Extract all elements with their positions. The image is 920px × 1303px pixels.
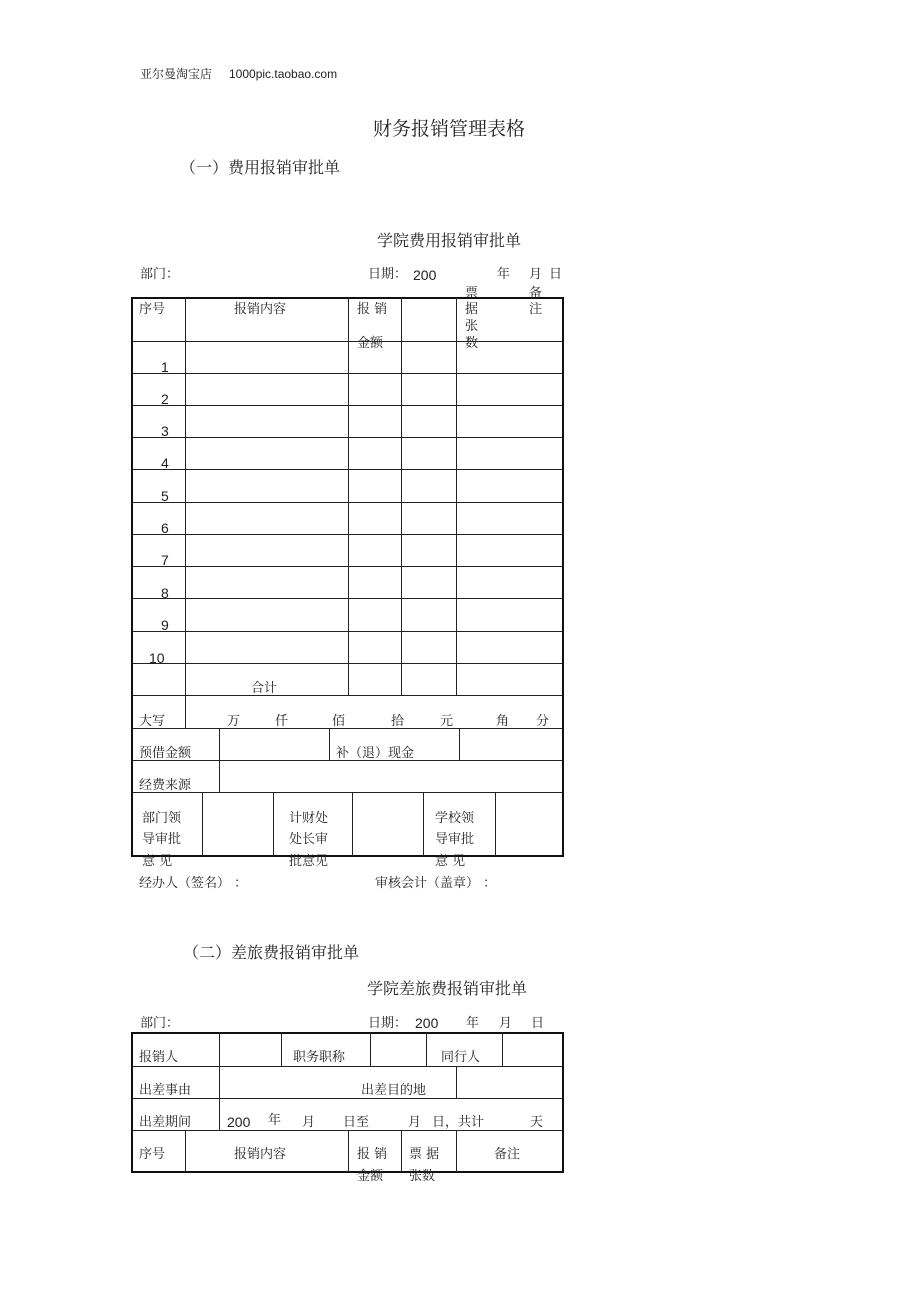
advance-label: 预借金额 xyxy=(139,746,192,761)
col-tickets-header-3: 张 xyxy=(465,319,479,334)
school-approve-line-2: 导审批 xyxy=(435,832,475,847)
unit-bai: 佰 xyxy=(332,714,346,729)
col-seq-header: 序号 xyxy=(139,302,166,317)
refund-label: 补（退）现金 xyxy=(336,746,415,761)
row-number: 9 xyxy=(161,617,169,633)
period-month-label: 月 xyxy=(302,1115,316,1130)
date-label: 日期： xyxy=(368,267,408,282)
unit-yuan: 元 xyxy=(440,714,454,729)
col-seq-header: 序号 xyxy=(139,1147,166,1162)
col-amount-header-2: 金额 xyxy=(357,1169,384,1184)
dept-approve-line-2: 导审批 xyxy=(142,832,182,847)
date-year-prefix: 200 xyxy=(415,1015,439,1031)
auditor-signature-label: 审核会计（盖章） ： xyxy=(375,876,497,891)
row-number: 7 xyxy=(161,552,169,568)
col-content-header: 报销内容 xyxy=(234,302,287,317)
handler-signature-label: 经办人（签名） ： xyxy=(139,876,248,891)
col-content-header: 报销内容 xyxy=(234,1147,287,1162)
period-year-label: 年 xyxy=(268,1113,282,1128)
travel-form-title: 学院差旅费报销审批单 xyxy=(367,979,528,998)
dept-approve-line-3: 意 见 xyxy=(142,854,173,869)
document-title: 财务报销管理表格 xyxy=(373,118,526,140)
col-tickets-header-2: 张数 xyxy=(409,1169,436,1184)
dept-approve-line-1: 部门领 xyxy=(142,811,182,826)
section1-heading: （一）费用报销审批单 xyxy=(180,158,341,177)
destination-label: 出差目的地 xyxy=(361,1083,427,1098)
period-year-prefix: 200 xyxy=(227,1114,251,1130)
unit-jiao: 角 xyxy=(496,714,510,729)
date-year-label: 年 xyxy=(466,1016,480,1031)
col-amount-header-1: 报 销 xyxy=(357,1147,388,1162)
col-remark-header: 备注 xyxy=(494,1147,521,1162)
date-year-label: 年 xyxy=(497,267,511,282)
job-title-label: 职务职称 xyxy=(293,1050,346,1065)
unit-shi: 拾 xyxy=(391,714,405,729)
trip-reason-label: 出差事由 xyxy=(139,1083,192,1098)
col-tickets-header-4: 数 xyxy=(465,336,479,351)
date-month-label: 月 xyxy=(499,1016,513,1031)
col-remark-header-1: 备 xyxy=(529,286,543,301)
section2-heading: （二）差旅费报销审批单 xyxy=(183,943,360,962)
row-number: 1 xyxy=(161,359,169,375)
funding-label: 经费来源 xyxy=(139,778,192,793)
row-number: 8 xyxy=(161,585,169,601)
finance-approve-line-3: 批意见 xyxy=(289,854,329,869)
col-remark-header-2: 注 xyxy=(529,302,543,317)
row-number: 2 xyxy=(161,391,169,407)
unit-qian: 仟 xyxy=(275,714,289,729)
expense-form-title: 学院费用报销审批单 xyxy=(377,231,522,250)
col-tickets-header-1: 票 据 xyxy=(409,1147,440,1162)
row-number: 4 xyxy=(161,455,169,471)
finance-approve-line-2: 处长审 xyxy=(289,832,329,847)
col-tickets-header-2: 据 xyxy=(465,302,479,317)
school-approve-line-3: 意 见 xyxy=(435,854,466,869)
date-month-label: 月 xyxy=(529,267,543,282)
col-amount-header-1: 报 销 xyxy=(357,302,388,317)
date-day-label: 日 xyxy=(531,1016,545,1031)
col-amount-header-2: 金额 xyxy=(357,336,384,351)
period-month2-label: 月 xyxy=(408,1115,422,1130)
row-number: 5 xyxy=(161,488,169,504)
claimant-label: 报销人 xyxy=(139,1050,179,1065)
school-approve-line-1: 学校领 xyxy=(435,811,475,826)
date-label: 日期： xyxy=(368,1016,408,1031)
daxie-label: 大写 xyxy=(139,714,166,729)
companion-label: 同行人 xyxy=(441,1050,481,1065)
date-day-label: 日 xyxy=(549,267,563,282)
unit-fen: 分 xyxy=(536,714,550,729)
dept-label: 部门： xyxy=(140,267,180,282)
row-number: 3 xyxy=(161,423,169,439)
finance-approve-line-1: 计财处 xyxy=(289,811,329,826)
period-total-label: 日，共计 xyxy=(432,1115,485,1130)
shop-url: 1000pic.taobao.com xyxy=(229,67,338,81)
row-number: 6 xyxy=(161,520,169,536)
dept-label: 部门： xyxy=(140,1016,180,1031)
period-day-to-label: 日至 xyxy=(343,1115,370,1130)
date-year-prefix: 200 xyxy=(413,267,437,283)
trip-period-label: 出差期间 xyxy=(139,1115,192,1130)
period-days-label: 天 xyxy=(530,1115,544,1130)
col-tickets-header-1: 票 xyxy=(465,286,479,301)
shop-name: 亚尔曼淘宝店 xyxy=(140,67,213,81)
total-label: 合计 xyxy=(251,681,278,696)
row-number: 10 xyxy=(149,650,165,666)
unit-wan: 万 xyxy=(227,714,241,729)
